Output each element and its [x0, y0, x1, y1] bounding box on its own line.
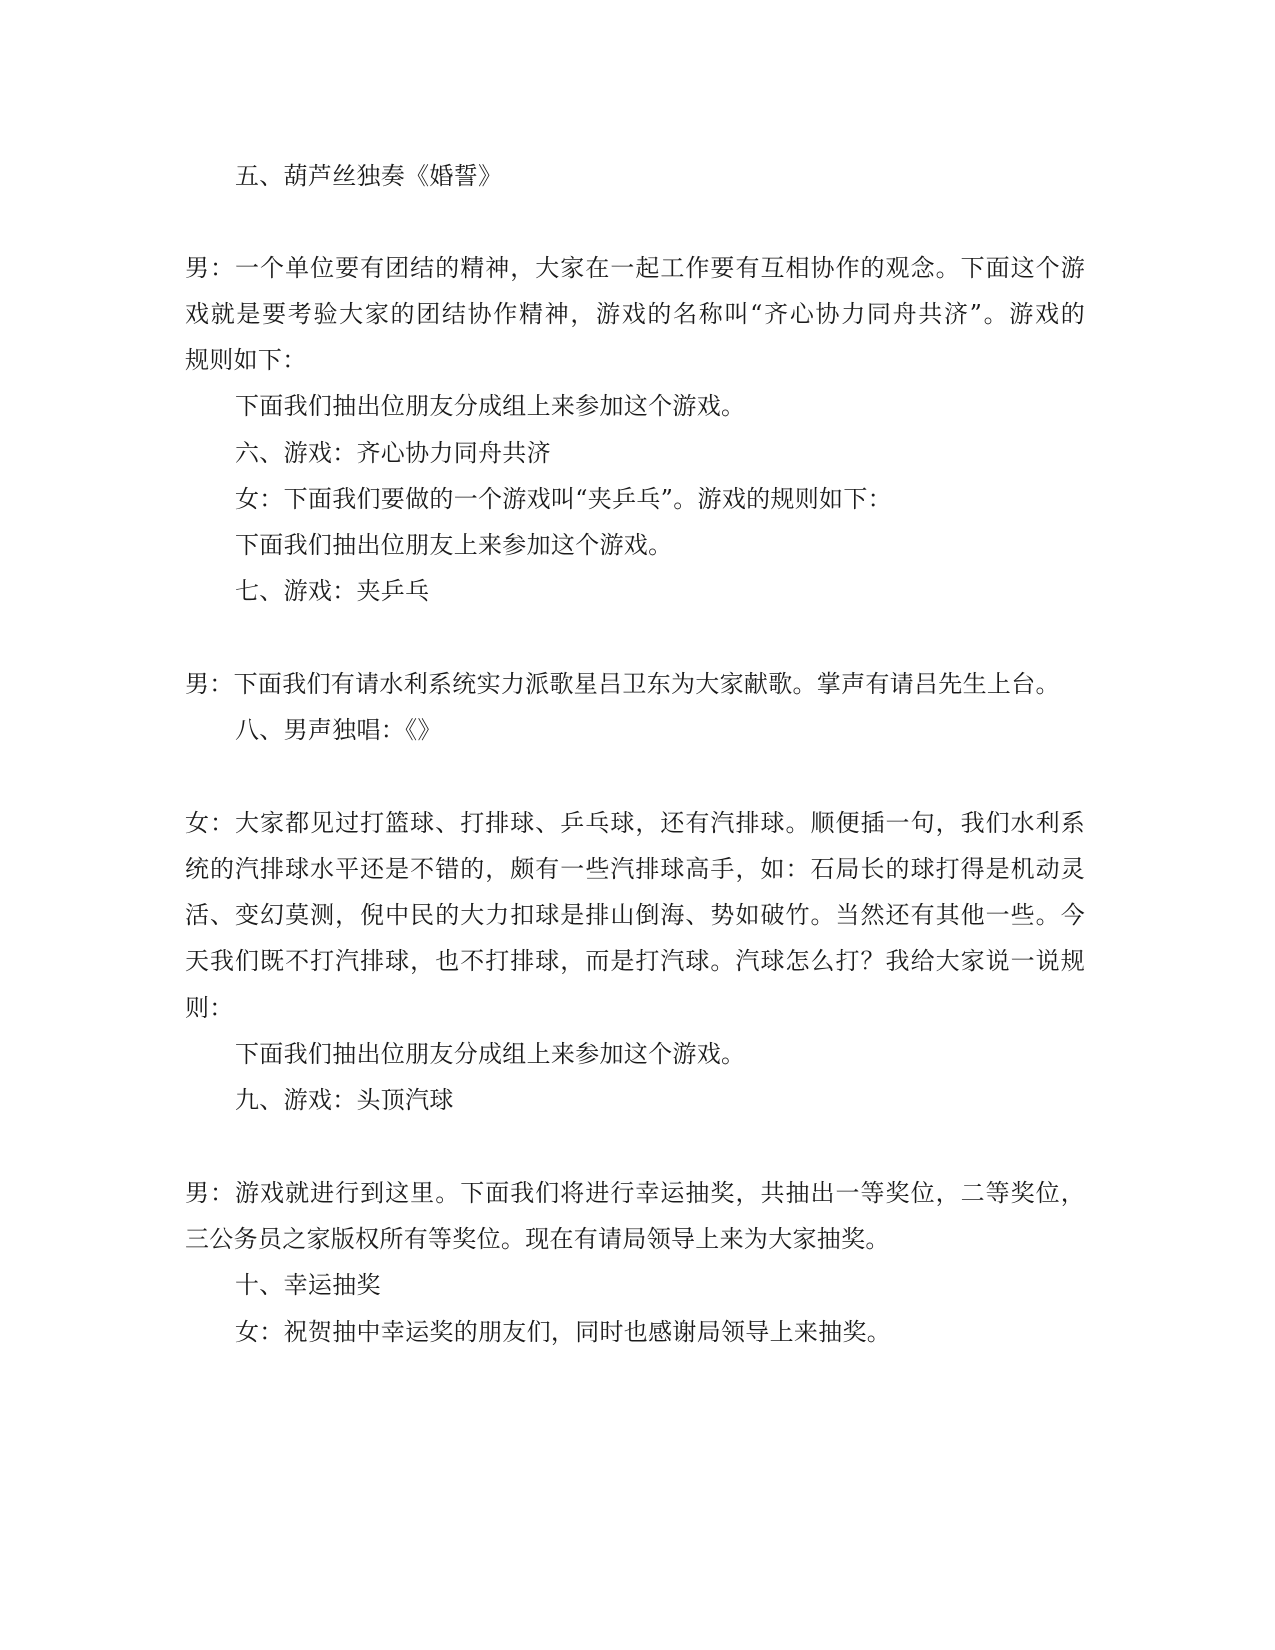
program-item-7: 七、游戏：夹乒乓 — [235, 577, 430, 605]
host-line-female-cont: 活、变幻莫测，倪中民的大力扣球是排山倒海、势如破竹。当然还有其他一些。今 — [185, 901, 1085, 929]
instruction-line: 下面我们抽出位朋友分成组上来参加这个游戏。 — [235, 1040, 746, 1068]
host-line-male-cont: 戏就是要考验大家的团结协作精神，游戏的名称叫“齐心协力同舟共济”。游戏的 — [185, 300, 1085, 328]
host-line-female-cont: 天我们既不打汽排球，也不打排球，而是打汽球。汽球怎么打？我给大家说一说规 — [185, 947, 1085, 975]
host-line-male: 男：一个单位要有团结的精神，大家在一起工作要有互相协作的观念。下面这个游 — [185, 254, 1085, 282]
host-line-male: 男：下面我们有请水利系统实力派歌星吕卫东为大家献歌。掌声有请吕先生上台。 — [185, 670, 1060, 698]
instruction-line: 下面我们抽出位朋友上来参加这个游戏。 — [235, 531, 673, 559]
host-line-male-cont: 三公务员之家版权所有等奖位。现在有请局领导上来为大家抽奖。 — [185, 1225, 890, 1253]
host-line-female-cont: 则： — [185, 994, 234, 1022]
host-line-female-cont: 统的汽排球水平还是不错的，颇有一些汽排球高手，如：石局长的球打得是机动灵 — [185, 855, 1085, 883]
host-line-male: 男：游戏就进行到这里。下面我们将进行幸运抽奖，共抽出一等奖位，二等奖位， — [185, 1179, 1085, 1207]
host-line-male-cont: 规则如下： — [185, 346, 307, 374]
host-line-female: 女：下面我们要做的一个游戏叫“夹乒乓”。游戏的规则如下： — [235, 485, 892, 513]
program-item-10: 十、幸运抽奖 — [235, 1271, 381, 1299]
host-line-female: 女：大家都见过打篮球、打排球、乒乓球，还有汽排球。顺便插一句，我们水利系 — [185, 809, 1085, 837]
program-item-8: 八、男声独唱：《》 — [235, 716, 442, 744]
program-item-5: 五、葫芦丝独奏《婚誓》 — [235, 162, 503, 190]
program-item-6: 六、游戏：齐心协力同舟共济 — [235, 439, 551, 467]
instruction-line: 下面我们抽出位朋友分成组上来参加这个游戏。 — [235, 392, 746, 420]
program-item-9: 九、游戏：头顶汽球 — [235, 1086, 454, 1114]
host-line-female: 女：祝贺抽中幸运奖的朋友们，同时也感谢局领导上来抽奖。 — [235, 1318, 892, 1346]
